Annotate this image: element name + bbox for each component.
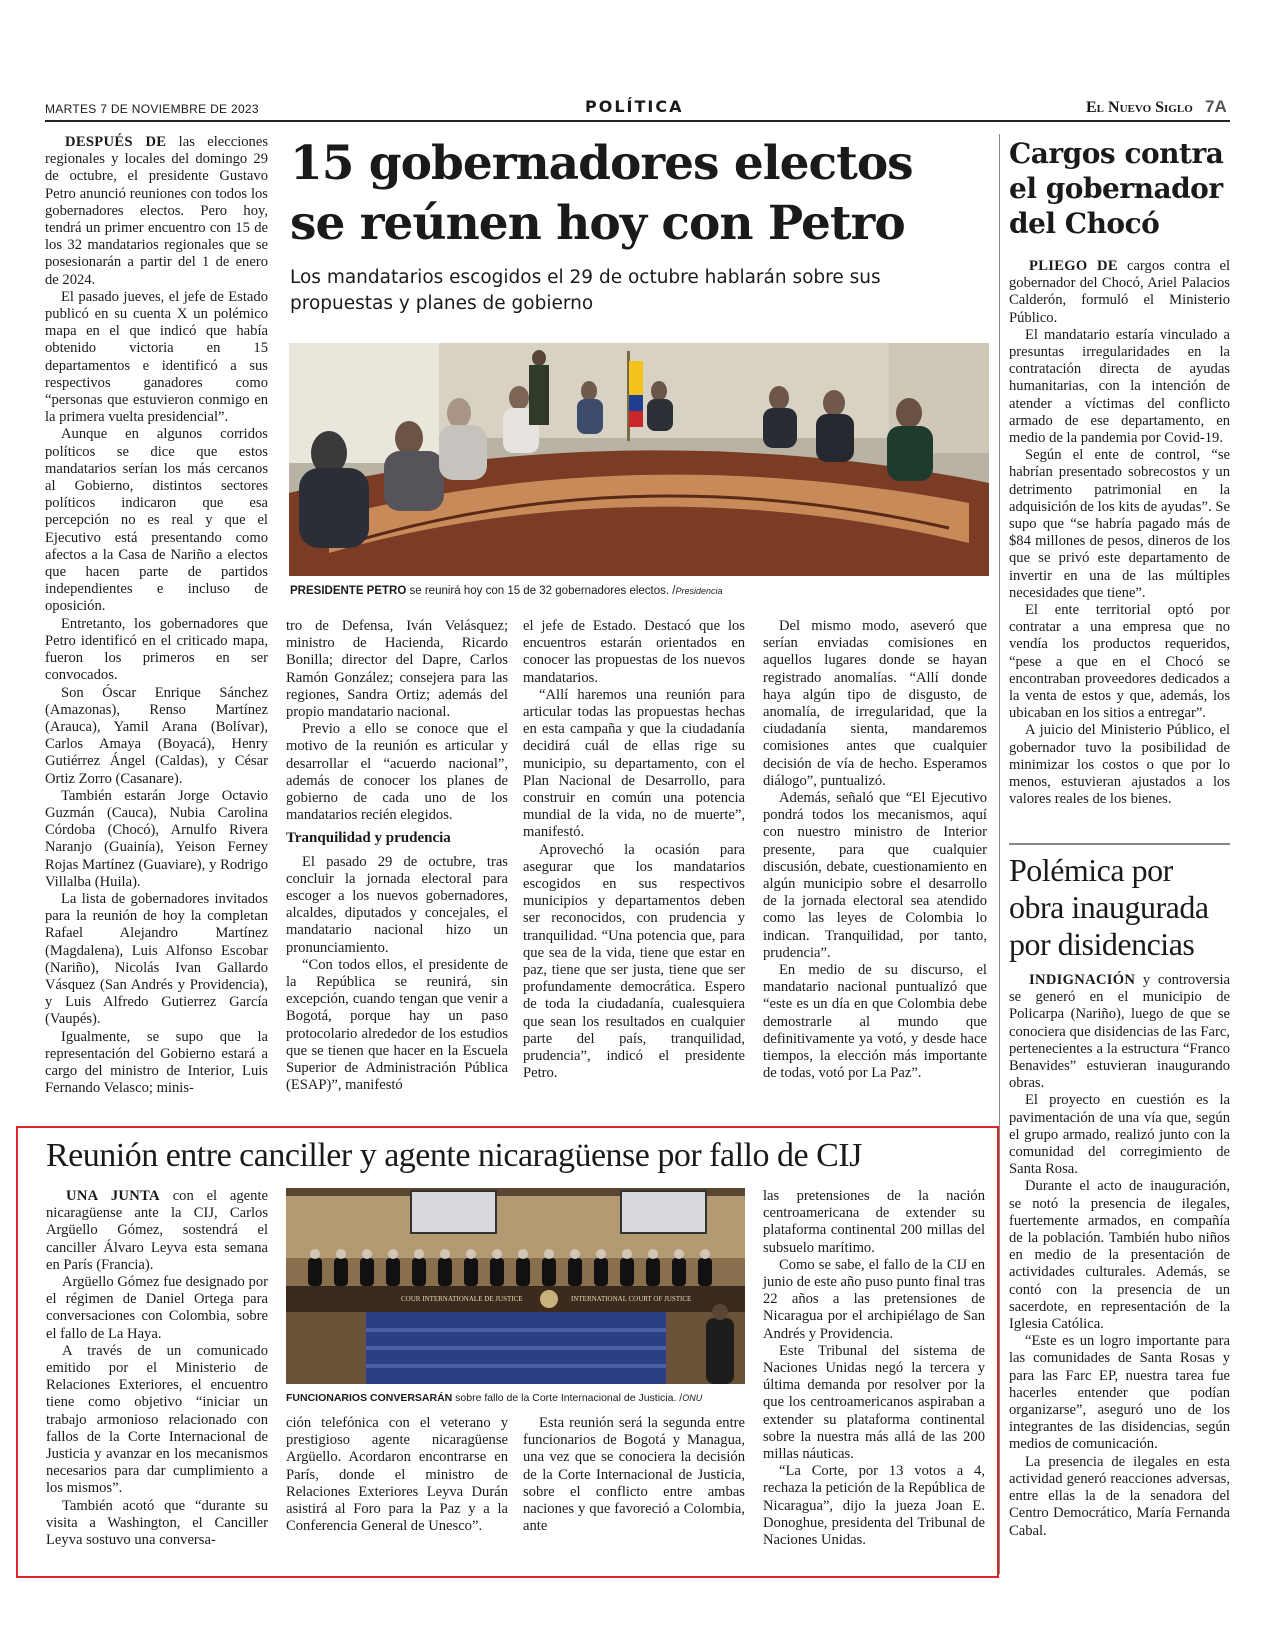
box-col1-para: Argüello Gómez fue designado por el régimen de Daniel Ortega para conversaciones con Colombia, sobre el fallo de La Haya. bbox=[46, 1274, 268, 1342]
box-col1-text: con el agente nicaragüense ante la CIJ, Carlos Argüello Gómez, sostendrá el canciller Álvaro Leyva esta semana en París (Francia). bbox=[46, 1188, 268, 1273]
main-col1-para bbox=[45, 134, 268, 289]
box-headline: Reunión entre canciller y agente nicaragüense por fallo de CIJ bbox=[46, 1137, 862, 1174]
main-col3-para: Aprovechó la ocasión para asegurar que los mandatarios escogidos en sus respectivos municipios y departamentos deben ser reconocidos, con prudencia y tranquilidad. “Una potencia que, para que sea de la vida, tiene que estar en paz, tiene que ser justa, tiene que ser profundamente democrática. Espero de toda la ciudadanía, cualesquiera que sean los resultados en cualquier parte del país, tranquilidad, prudencia”, indicó el presidente Petro. bbox=[523, 841, 745, 1082]
main-headline-line2: se reúnen hoy con Petro bbox=[290, 196, 905, 251]
side2-para bbox=[1009, 972, 1230, 1092]
side2-body bbox=[1009, 972, 1230, 1540]
box-lead-in: UNA JUNTA bbox=[66, 1188, 160, 1204]
main-photo-caption-text: se reunirá hoy con 15 de 32 gobernadores electos. / bbox=[406, 585, 676, 597]
main-col1-para: También estarán Jorge Octavio Guzmán (Cauca), Nubia Carolina Córdoba (Chocó), Arnulfo Rivera Naranjo (Guainía), Yeison Ferney Rojas Martínez (Guaviare), y Rodrigo Villalba (Huila). bbox=[45, 787, 268, 890]
side1-lead-in: PLIEGO DE bbox=[1029, 258, 1118, 274]
side2-para: El proyecto en cuestión es la pavimentación de una vía que, según el grupo armado, realizó junto con la comunidad del corregimiento de Santa Rosa. bbox=[1009, 1092, 1230, 1178]
side1-text: cargos contra el gobernador del Chocó, Ariel Palacios Calderón, formuló el Ministerio Público. bbox=[1009, 258, 1231, 326]
side2-lead-in: INDIGNACIÓN bbox=[1029, 972, 1136, 988]
main-col2-para: El pasado 29 de octubre, tras concluir la jornada electoral para escoger a los nuevos gobernadores, alcaldes, diputados y concejales, el mandatario nacional hizo un pronunciamiento. bbox=[286, 853, 508, 956]
box-column-4 bbox=[763, 1188, 985, 1549]
page-number: 7A bbox=[1205, 97, 1227, 116]
main-column-1 bbox=[45, 134, 268, 1097]
box-col4-para: Como se sabe, el fallo de la CIJ en junio de este año puso punto final tras 22 años a las pretensiones de Nicaragua por el archipiélago de San Andrés y Providencia. bbox=[763, 1256, 985, 1342]
box-col3-para: Esta reunión será la segunda entre funcionarios de Bogotá y Managua, una vez que se conociera la decisión de la Corte Internacional de Justicia, sobre el conflicto entre ambas naciones y que favoreció a Colombia, ante bbox=[523, 1415, 745, 1535]
main-lead-in: DESPUÉS DE bbox=[65, 134, 167, 150]
side2-headline-line2: obra inaugurada bbox=[1009, 889, 1209, 925]
court-photo-caption bbox=[286, 1392, 756, 1404]
side1-para: A juicio del Ministerio Público, el gobernador tuvo la posibilidad de minimizar los costos o que por lo menos, estuvieran ajustados a los valores reales de los bienes. bbox=[1009, 722, 1230, 808]
side1-para: El mandatario estaría vinculado a presuntas irregularidades en la contratación directa de ayudas humanitarias, con la intención de atender a víctimas del conflicto armado de ese departamento, en medio de la pandemia por Covid-19. bbox=[1009, 326, 1230, 447]
main-column-2 bbox=[286, 618, 508, 1094]
main-col3-para: el jefe de Estado. Destacó que los encuentros estarán orientados en conocer las propuestas de los nuevos mandatarios. bbox=[523, 618, 745, 686]
box-column-1 bbox=[46, 1188, 268, 1549]
court-sign-right: INTERNATIONAL COURT OF JUSTICE bbox=[571, 1295, 692, 1303]
side1-headline-line2: el gobernador bbox=[1009, 172, 1223, 205]
side1-body bbox=[1009, 258, 1230, 809]
main-headline-line1: 15 gobernadores electos bbox=[290, 136, 913, 191]
side2-headline-line3: por disidencias bbox=[1009, 926, 1195, 962]
main-photo bbox=[289, 343, 989, 576]
side1-para: Según el ente de control, “se habrían presentado sobrecostos y un detrimento patrimonial en la adquisición de los kits de ayudas”. Se supo que “se habría pagado más de $84 millones de pesos, dineros de los que se privó este departamento de invertir en una de las múltiples necesidades que tiene”. bbox=[1009, 447, 1230, 601]
side1-headline-line3: del Chocó bbox=[1009, 207, 1160, 240]
main-headline bbox=[290, 134, 930, 254]
main-col1-para: El pasado jueves, el jefe de Estado publicó en su cuenta X un polémico mapa en el que indicó que había obtenido victoria en 15 departamentos e identificó a sus respectivos ganadores como “personas que estuvieron conmigo en la primera vuelta presidencial”. bbox=[45, 288, 268, 426]
main-col3-para: “Allí haremos una reunión para articular todas las propuestas hechas en esta campaña y que la ciudadanía decidirá cuál de ellas rige su municipio, su departamento, con el Plan Nacional de Desarrollo, para construir en común una potencia mundial de la vida, no de muerte”, manifestó. bbox=[523, 686, 745, 841]
side2-para: “Este es un logro importante para las comunidades de Santa Rosas y para las Farc EP, nuestra tarea fue hacerles entender que podían organizarse”, aseguró uno de los integrantes de las disidencias, según medios de comunicación. bbox=[1009, 1333, 1230, 1453]
sidebar-rule bbox=[1009, 843, 1230, 845]
box-col4-para: las pretensiones de la nación centroamericana de extender su plataforma continental 200 millas del subsuelo marítimo. bbox=[763, 1188, 985, 1256]
courtroom-illustration bbox=[286, 1188, 745, 1384]
box-col1-para: A través de un comunicado emitido por el Ministerio de Relaciones Exteriores, el encuentro tiene como objetivo “iniciar un trabajo armonioso relacionado con fallos de la Corte Internacional de Justicia y avanzar en los mecanismos necesarios para dar cumplimiento a los mismos”. bbox=[46, 1342, 268, 1497]
box-column-3 bbox=[523, 1415, 745, 1535]
main-col2-para: “Con todos ellos, el presidente de la República se reunirá, sin excepción, cuando tengan que venir a Bogotá, porque hay un paso protocolario alrededor de los estudios que se tienen que hacer en la Escuela Superior de Administración Pública (ESAP)”, manifestó bbox=[286, 956, 508, 1094]
side2-headline-line1: Polémica por bbox=[1009, 852, 1173, 888]
main-photo-caption-lead: PRESIDENTE PETRO bbox=[290, 585, 407, 597]
side2-para: La presencia de ilegales en esta actividad generó reacciones adversas, entre ellas la de la senadora del Centro Democrático, María Fernanda Cabal. bbox=[1009, 1453, 1230, 1539]
main-col1-text: las elecciones regionales y locales del domingo 29 de octubre, el presidente Gustavo Petro anunció reuniones con todos los gobernadores electos. Pero hoy, tendrá un primer encuentro con 15 de los 32 mandatarios regionales que se posesionarán a partir del 1 de enero de 2024. bbox=[45, 134, 269, 288]
court-photo-caption-text: sobre fallo de la Corte Internacional de Justicia. / bbox=[452, 1392, 683, 1404]
side1-para: El ente territorial optó por contratar a una empresa que no vendía los productos requeridos, “pese a que en el Chocó se encontraban proveedores dedicados a la venta de estos y que, además, los ubicaban en los sitios a entregar”. bbox=[1009, 602, 1230, 722]
issue-date: MARTES 7 DE NOVIEMBRE DE 2023 bbox=[45, 102, 259, 116]
box-column-2 bbox=[286, 1415, 508, 1535]
box-col4-para: Este Tribunal del sistema de Naciones Unidas negó la tercera y última demanda por resolver por la que los centroamericanos aspiraban a extender su plataforma continental sobre la nuestra más allá de las 200 millas náuticas. bbox=[763, 1342, 985, 1463]
side1-para bbox=[1009, 258, 1230, 327]
main-column-3 bbox=[523, 618, 745, 1082]
flag-yellow bbox=[629, 361, 643, 395]
side1-headline-line1: Cargos contra bbox=[1009, 137, 1224, 170]
main-photo-caption bbox=[290, 585, 990, 597]
main-col1-para: Son Óscar Enrique Sánchez (Amazonas), Renso Martínez (Arauca), Yamil Arana (Bolívar), Carlos Amaya (Boyacá), Henry Gutiérrez Ángel (Caldas), y César Ortiz Zorro (Casanare). bbox=[45, 684, 268, 787]
main-col2-para: tro de Defensa, Iván Velásquez; ministro de Hacienda, Ricardo Bonilla; director del Dapre, Carlos Ramón González; consejera para las regiones, Sandra Ortiz; además del propio mandatario nacional. bbox=[286, 618, 508, 721]
court-photo-caption-lead: FUNCIONARIOS CONVERSARÁN bbox=[286, 1392, 453, 1404]
main-col4-para: Del mismo modo, aseveró que serían enviadas comisiones en aquellos lugares donde se hayan registrado anomalías. “Allí donde haya algún tipo de disgusto, de anomalía, de irregularidad, que la ciudadanía sienta, mandaremos comisiones antes que cualquier decisión de vía de hecho. Esperamos diálogo”, puntualizó. bbox=[763, 618, 987, 789]
box-col1-para: También acotó que “durante su visita a Washington, el Canciller Leyva sostuvo una conversa- bbox=[46, 1497, 268, 1549]
main-column-4 bbox=[763, 618, 987, 1082]
header-rule bbox=[45, 120, 1230, 122]
main-col1-para: Entretanto, los gobernadores que Petro identificó en el criticado mapa, fueron los primeros en ser convocados. bbox=[45, 615, 268, 684]
main-col1-para: Aunque en algunos corridos políticos se dice que estos mandatarios serían los más cercanos al Gobierno, distintos sectores políticos indicaron que esa percepción no es real y que el Ejecutivo está presentando como afectos a la Casa de Nariño a electos que hacen parte de partidos independientes e incluso de oposición. bbox=[45, 426, 268, 615]
main-photo-credit: Presidencia bbox=[675, 586, 723, 596]
side2-para: Durante el acto de inauguración, se notó la presencia de ilegales, fuertemente armados, en compañía de la población. También hubo niños en medio de la presentación de actividades culturales. Además, se contó con la presencia de un sacerdote, en representación de la Iglesia Católica. bbox=[1009, 1178, 1230, 1333]
court-sign-left: COUR INTERNATIONALE DE JUSTICE bbox=[401, 1295, 523, 1303]
main-deck: Los mandatarios escogidos el 29 de octubre hablarán sobre sus propuestas y planes de gobierno bbox=[290, 267, 881, 314]
main-col4-para: Además, señaló que “El Ejecutivo pondrá todos los mecanismos, aquí con nuestro ministro de Interior presente, para que cualquier discusión, debate, cuestionamiento en algún municipio sobre el desarrollo de la jornada electoral sea atendido como las leyes de Colombia lo indican. Tranquilidad, por tanto, prudencia”. bbox=[763, 790, 987, 961]
main-col1-para: La lista de gobernadores invitados para la reunión de hoy la completan Rafael Alejandro Martínez (Magdalena), Luis Alfonso Escobar (Nariño), Nicolás Ivan Gallardo Vásquez (San Andrés y Providencia), y Luis Alfredo Gutierrez García (Vaupés). bbox=[45, 890, 268, 1028]
side2-text: y controversia se generó en el municipio de Policarpa (Nariño), luego de que se conociera que disidencias de las Farc, pertenecientes a la estructura “Franco Benavides” estuvieran inaugurando obras. bbox=[1009, 972, 1230, 1092]
meeting-room-illustration bbox=[289, 343, 989, 576]
main-col1-para: Igualmente, se supo que la representación del Gobierno estará a cargo del ministro de Interior, Luis Fernando Velasco; minis- bbox=[45, 1028, 268, 1097]
side1-headline bbox=[1009, 136, 1234, 241]
court-photo-credit: ONU bbox=[682, 1393, 703, 1403]
section-title: POLÍTICA bbox=[585, 97, 684, 116]
main-col4-para: En medio de su discurso, el mandatario nacional puntualizó que “este es un día en que Colombia debe demostrarle al mundo que definitivamente ya votó, y desde hace tiempos, la elección más importante de todas, votó por La Paz”. bbox=[763, 962, 987, 1082]
box-col4-para: “La Corte, por 13 votos a 4, rechaza la petición de la República de Nicaragua”, dijo la jueza Joan E. Donoghue, presidenta del Tribunal de Naciones Unidas. bbox=[763, 1463, 985, 1549]
side2-headline bbox=[1009, 852, 1234, 963]
box-col2-para: ción telefónica con el veterano y prestigioso agente nicaragüense Argüello. Acordaron encontrarse en París, donde el ministro de Relaciones Exteriores Leyva Durán asistirá al Foro para la Paz y a la Conferencia General de Unesco”. bbox=[286, 1415, 508, 1535]
box-col1-para bbox=[46, 1188, 268, 1274]
court-photo bbox=[286, 1188, 745, 1384]
main-subhead: Tranquilidad y prudencia bbox=[286, 830, 451, 847]
main-col2-para: Previo a ello se conoce que el motivo de la reunión es articular y desarrollar el “acuerdo nacional”, además de conocer los planes de gobierno de cada uno de los mandatarios recién elegidos. bbox=[286, 721, 508, 824]
sidebar-divider bbox=[999, 134, 1000, 1574]
newspaper-brand: El Nuevo Siglo bbox=[1086, 99, 1193, 116]
